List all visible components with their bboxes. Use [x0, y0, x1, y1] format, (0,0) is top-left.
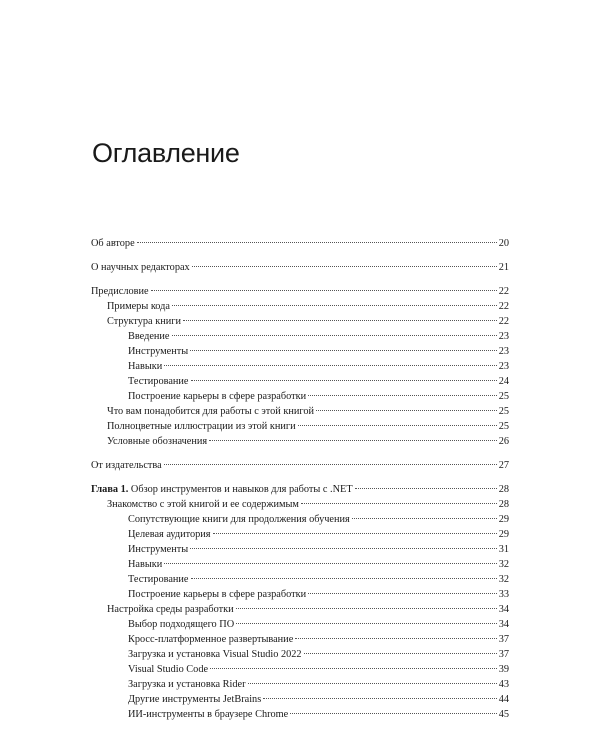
- dot-leader: [191, 380, 497, 381]
- toc-entry-title: Условные обозначения: [107, 436, 208, 447]
- dot-leader: [295, 638, 496, 639]
- toc-entry-label: [107, 497, 299, 512]
- dot-leader: [213, 533, 497, 534]
- toc-entry-title: О научных редакторах: [91, 262, 190, 273]
- toc-entry-page: 34: [498, 619, 509, 630]
- toc-entry-page: 45: [498, 709, 509, 720]
- toc-entry[interactable]: [91, 314, 509, 329]
- toc-entry-label: [128, 512, 350, 527]
- toc-entry[interactable]: [91, 527, 509, 542]
- toc-entry-title: Об авторе: [91, 238, 135, 249]
- toc-entry-page: 33: [498, 589, 509, 600]
- toc-entry-label: [128, 707, 288, 722]
- dot-leader: [298, 425, 497, 426]
- toc-entry-label: [91, 482, 353, 497]
- toc-entry-page: 28: [498, 499, 509, 510]
- toc-entry-page: 27: [498, 460, 509, 471]
- toc-entry-page: 23: [498, 346, 509, 357]
- toc-entry-label: [91, 260, 190, 275]
- dot-leader: [236, 623, 497, 624]
- toc-entry[interactable]: [91, 344, 509, 359]
- dot-leader: [301, 503, 497, 504]
- dot-leader: [192, 266, 497, 267]
- toc-entry[interactable]: [91, 236, 509, 251]
- toc-entry[interactable]: [91, 662, 509, 677]
- dot-leader: [210, 668, 497, 669]
- toc-entry-label: [128, 647, 302, 662]
- toc-entry-title: Выбор подходящего ПО: [128, 619, 235, 630]
- toc-entry-page: 29: [498, 514, 509, 525]
- toc-entry-title: Введение: [128, 331, 170, 342]
- toc-entry-page: 20: [498, 238, 509, 249]
- toc-entry-page: 22: [498, 316, 509, 327]
- dot-leader: [355, 488, 497, 489]
- toc-entry-label: [128, 374, 189, 389]
- toc-entry-label: [128, 329, 170, 344]
- toc-entry[interactable]: [91, 329, 509, 344]
- toc-entry-page: 29: [498, 529, 509, 540]
- toc-entry[interactable]: [91, 482, 509, 497]
- toc-entry-page: 25: [498, 421, 509, 432]
- toc-entry-page: 23: [498, 361, 509, 372]
- toc-entry-title: Тестирование: [128, 574, 189, 585]
- dot-leader: [352, 518, 497, 519]
- toc-entry[interactable]: [91, 647, 509, 662]
- toc-entry-label: [128, 527, 211, 542]
- toc-entry-page: 24: [498, 376, 509, 387]
- toc-entry-page: 21: [498, 262, 509, 273]
- toc-entry[interactable]: [91, 374, 509, 389]
- dot-leader: [172, 305, 497, 306]
- dot-leader: [290, 713, 496, 714]
- toc-entry[interactable]: [91, 632, 509, 647]
- toc-entry-label: [128, 662, 208, 677]
- toc-entry-page: 43: [498, 679, 509, 690]
- toc-entry-page: 23: [498, 331, 509, 342]
- toc-entry[interactable]: [91, 587, 509, 602]
- dot-leader: [151, 290, 497, 291]
- toc-entry-label: [128, 542, 188, 557]
- toc-entry[interactable]: [91, 458, 509, 473]
- dot-leader: [248, 683, 497, 684]
- toc-entry-title: Полноцветные иллюстрации из этой книги: [107, 421, 296, 432]
- toc-entry[interactable]: [91, 497, 509, 512]
- toc-entry-label: [128, 572, 189, 587]
- toc-entry-label: [107, 419, 296, 434]
- toc-entry-title: Загрузка и установка Visual Studio 2022: [128, 649, 302, 660]
- toc-entry-title: Инструменты: [128, 346, 189, 357]
- toc-entry-label: [107, 404, 314, 419]
- dot-leader: [164, 365, 496, 366]
- toc-entry[interactable]: [91, 389, 509, 404]
- toc-entry-page: 26: [498, 436, 509, 447]
- toc-entry-label: [128, 344, 188, 359]
- toc-entry-page: 22: [498, 301, 509, 312]
- toc-entry-title: Структура книги: [107, 316, 181, 327]
- dot-leader: [308, 395, 497, 396]
- toc-entry-title: Обзор инструментов и навыков для работы с .NET: [128, 484, 353, 495]
- toc-entry-page: 28: [498, 484, 509, 495]
- chapter-number: Глава 1.: [91, 484, 129, 495]
- toc-entry-title: ИИ-инструменты в браузере Chrome: [128, 709, 289, 720]
- toc-entry[interactable]: [91, 512, 509, 527]
- toc-entry-label: [128, 617, 234, 632]
- toc-entry-title: Предисловие: [91, 286, 149, 297]
- toc-entry-page: 25: [498, 391, 509, 402]
- toc-entry[interactable]: [91, 434, 509, 449]
- toc-entry-title: От издательства: [91, 460, 162, 471]
- dot-leader: [304, 653, 497, 654]
- toc-entry-page: 44: [498, 694, 509, 705]
- toc-entry-label: [128, 677, 246, 692]
- toc-entry[interactable]: [91, 284, 509, 299]
- table-of-contents: [91, 236, 509, 722]
- toc-entry-page: 39: [498, 664, 509, 675]
- dot-leader: [164, 563, 496, 564]
- toc-entry-label: [128, 587, 306, 602]
- page-title: Оглавление: [92, 138, 240, 168]
- toc-entry-title: Другие инструменты JetBrains: [128, 694, 262, 705]
- toc-entry-title: Инструменты: [128, 544, 189, 555]
- dot-leader: [190, 350, 497, 351]
- toc-entry-label: [107, 602, 234, 617]
- toc-entry-page: 37: [498, 649, 509, 660]
- toc-entry[interactable]: [91, 707, 509, 722]
- toc-entry-page: 22: [498, 286, 509, 297]
- dot-leader: [263, 698, 496, 699]
- toc-entry-label: [107, 314, 181, 329]
- toc-entry[interactable]: [91, 419, 509, 434]
- toc-entry-title: Знакомство с этой книгой и ее содержимым: [107, 499, 299, 510]
- toc-entry-title: Кросс-платформенное развертывание: [128, 634, 294, 645]
- toc-entry-title: Построение карьеры в сфере разработки: [128, 589, 307, 600]
- toc-entry-page: 34: [498, 604, 509, 615]
- toc-entry[interactable]: [91, 299, 509, 314]
- toc-entry-page: 32: [498, 574, 509, 585]
- toc-entry-page: 32: [498, 559, 509, 570]
- dot-leader: [316, 410, 497, 411]
- toc-entry-title: Навыки: [128, 559, 163, 570]
- toc-entry-label: [128, 557, 162, 572]
- toc-entry-title: Сопутствующие книги для продолжения обучения: [128, 514, 350, 525]
- toc-entry-page: 31: [498, 544, 509, 555]
- toc-entry[interactable]: [91, 617, 509, 632]
- toc-entry-title: Настройка среды разработки: [107, 604, 234, 615]
- toc-entry-label: [107, 299, 170, 314]
- toc-entry-label: [91, 458, 162, 473]
- toc-entry-title: Тестирование: [128, 376, 189, 387]
- toc-entry-title: Навыки: [128, 361, 163, 372]
- dot-leader: [308, 593, 497, 594]
- dot-leader: [191, 578, 497, 579]
- toc-entry-title: Построение карьеры в сфере разработки: [128, 391, 307, 402]
- toc-entry[interactable]: [91, 692, 509, 707]
- toc-entry-label: [128, 692, 261, 707]
- dot-leader: [209, 440, 497, 441]
- toc-entry-page: 37: [498, 634, 509, 645]
- toc-entry-title: Visual Studio Code: [128, 664, 209, 675]
- toc-entry-title: Загрузка и установка Rider: [128, 679, 246, 690]
- toc-entry[interactable]: [91, 572, 509, 587]
- dot-leader: [190, 548, 497, 549]
- toc-entry[interactable]: [91, 260, 509, 275]
- toc-entry-label: [128, 389, 306, 404]
- toc-entry[interactable]: [91, 677, 509, 692]
- toc-entry-label: [91, 284, 149, 299]
- toc-entry-page: 25: [498, 406, 509, 417]
- toc-entry-title: Что вам понадобится для работы с этой книгой: [107, 406, 315, 417]
- toc-entry-label: [107, 434, 207, 449]
- dot-leader: [137, 242, 497, 243]
- toc-entry-title: Примеры кода: [107, 301, 170, 312]
- toc-entry[interactable]: [91, 602, 509, 617]
- toc-entry[interactable]: [91, 557, 509, 572]
- toc-entry[interactable]: [91, 359, 509, 374]
- toc-entry-label: [128, 632, 293, 647]
- toc-entry-label: [91, 236, 135, 251]
- toc-entry[interactable]: [91, 404, 509, 419]
- toc-entry-label: [128, 359, 162, 374]
- dot-leader: [164, 464, 497, 465]
- dot-leader: [172, 335, 497, 336]
- dot-leader: [183, 320, 497, 321]
- toc-entry[interactable]: [91, 542, 509, 557]
- toc-entry-title: Целевая аудитория: [128, 529, 211, 540]
- dot-leader: [236, 608, 497, 609]
